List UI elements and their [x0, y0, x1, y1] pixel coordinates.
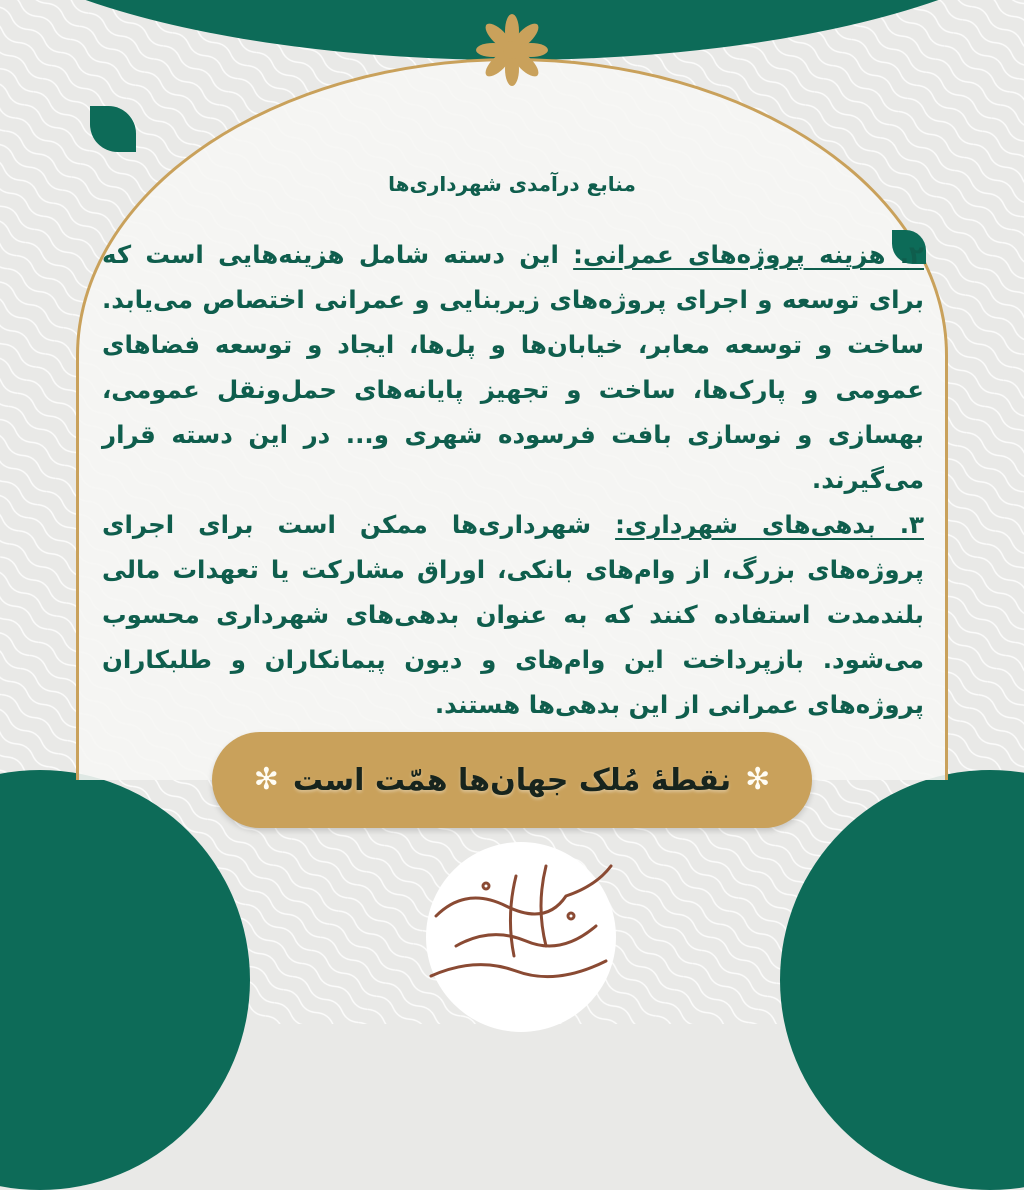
snowflake-icon: ✻ — [745, 762, 771, 797]
item-2-heading: ۲. هزینه پروژه‌های عمرانی: — [573, 240, 924, 269]
slogan-text: نقطهٔ مُلک جهان‌ها همّت است — [292, 762, 732, 798]
item-3-text: شهرداری‌ها ممکن است برای اجرای پروژه‌های بزرگ، از وام‌های بانکی، اوراق مشارکت یا تعهدات مالی بلندمدت استفاده کنند که به عنوان بدهی‌های شهرداری محسوب می‌شود. بازپرداخت این وام‌های و دیون پیمانکاران و طلبکاران پروژه‌های عمرانی از این بدهی‌ها هستند. — [102, 510, 924, 719]
signature-logo — [396, 846, 646, 1006]
item-2-paragraph — [102, 232, 924, 502]
flower-star-icon — [470, 8, 554, 92]
item-3-paragraph — [102, 502, 924, 727]
snowflake-icon: ✻ — [253, 762, 279, 797]
item-3-heading: ۳. بدهی‌های شهرداری: — [615, 510, 924, 539]
item-2-text: این دسته شامل هزینه‌هایی است که برای توسعه و اجرای پروژه‌های زیربنایی و عمرانی اختصاص می‌یابد. ساخت و توسعه معابر، خیابان‌ها و پل‌ها، ایجاد و توسعه فضاهای عمومی و پارک‌ها، ساخت و تجهیز پایانه‌های حمل‌ونقل عمومی، بهسازی و نوسازی بافت فرسوده شهری و... در این دسته قرار می‌گیرند. — [102, 240, 924, 494]
slogan-banner — [212, 732, 812, 828]
article-body — [102, 232, 924, 727]
page-subtitle: منابع درآمدی شهرداری‌ها — [388, 172, 636, 196]
